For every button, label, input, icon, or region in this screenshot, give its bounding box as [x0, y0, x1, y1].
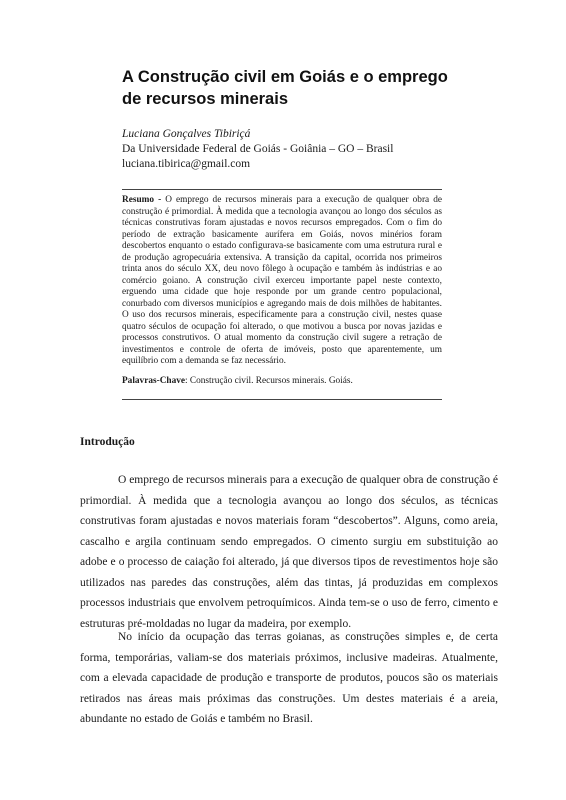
paper-title: A Construção civil em Goiás e o emprego de recursos minerais — [122, 68, 448, 108]
keywords-text: : Construção civil. Recursos minerais. Goiás. — [185, 376, 353, 386]
body-paragraph: No início da ocupação das terras goianas, as construções simples e, de certa forma, temporárias, valiam-se dos materiais próximos, inclusive madeiras. Atualmente, com a elevada capacidade de produção e transporte de produtos, poucos são os materiais retirados nas áreas mais próximas das construções. Um destes materiais é a areia, abundante no estado de Goiás e também no Brasil. — [80, 631, 498, 725]
abstract-text: O emprego de recursos minerais para a execução de qualquer obra de construção é primordial. À medida que a tecnologia avançou ao longo dos séculos as técnicas construtivas foram ajustadas e novos recursos empregados. Com o fim do período de extração basicamente aurífera em Goiás, novos minérios foram descobertos enquanto o estado configurava-se basicamente com uma estrutura rural e de produção agropecuária extensiva. A transição da capital, ocorrida nos primeiros trinta anos do século XX, deu novo fôlego à ocupação e também às indústrias e ao comércio goiano. A construção civil exerceu importante papel neste contexto, erguendo uma cidade que hoje responde por um grande centro populacional, conurbado com diversos municípios e agregando mais de dois milhões de habitantes. O uso dos recursos minerais, especificamente para a construção civil, nestes quase quatro séculos de ocupação foi alterado, o que motivou a busca por novas jazidas e processos construtivos. O atual momento da construção civil sugere a retração de investimentos e controle de oferta de imóveis, posto que aparentemente, um equilíbrio com a demanda se faz necessário. — [122, 195, 442, 366]
abstract — [122, 195, 442, 368]
keywords-label: Palavras-Chave — [122, 376, 186, 386]
author-block — [122, 127, 462, 172]
author-name: Luciana Gonçalves Tibiriçá — [122, 128, 251, 140]
body-paragraph: O emprego de recursos minerais para a execução de qualquer obra de construção é primordial. À medida que a tecnologia avançou ao longo dos séculos, as técnicas construtivas foram ajustadas e novos materiais foram “descobertos”. Alguns, como areia, cascalho e argila continuam sendo empregados. O cimento surgiu em substituição ao adobe e o processo de caiação foi alterado, já que diversos tipos de revestimentos hoje são utilizados nas paredes das construções, além das tintas, já produzidas em complexos processos industriais que envolvem petroquímicos. Ainda tem-se o uso de ferro, cimento e estruturas pré-moldadas no lugar da madeira, por exemplo. — [80, 474, 498, 630]
section-heading-introduction: Introdução — [80, 436, 135, 448]
abstract-top-divider — [122, 189, 442, 190]
abstract-label: Resumo - — [122, 195, 162, 205]
abstract-bottom-divider — [122, 399, 442, 400]
author-affiliation: Da Universidade Federal de Goiás - Goiânia – GO – Brasil — [122, 143, 394, 155]
author-email: luciana.tibirica@gmail.com — [122, 158, 251, 170]
keywords — [122, 376, 442, 388]
